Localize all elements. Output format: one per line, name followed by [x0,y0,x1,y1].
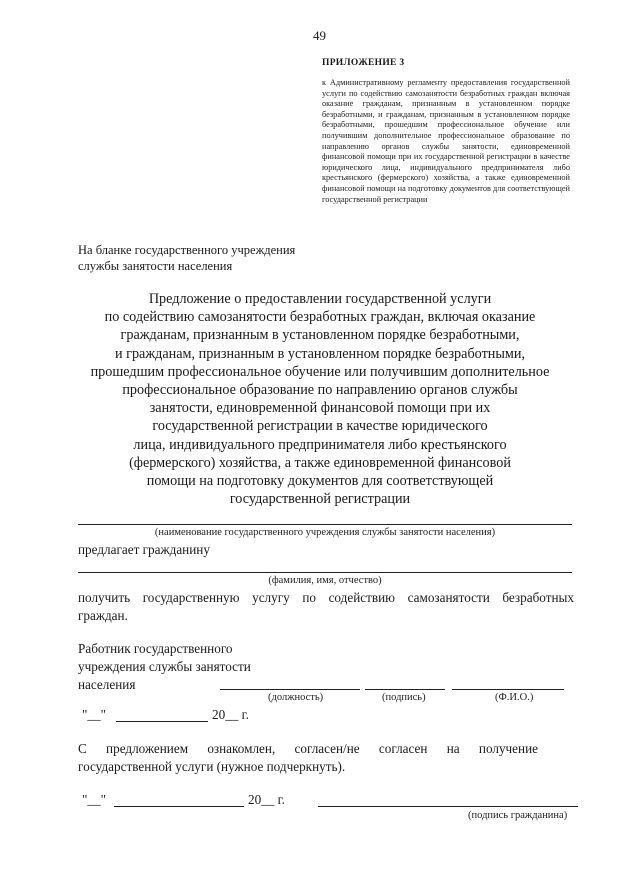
worker-line3: населения [78,677,136,692]
institution-name-line[interactable] [78,524,572,525]
title-line: (фермерского) хозяйства, а также единовременной финансовой [129,454,511,471]
title-line: лица, индивидуального предпринимателя либо крестьянского [133,436,507,453]
acquaint-line1: С предложением ознакомлен, согласен/не согласен на получение [78,741,538,756]
position-line[interactable] [220,689,360,690]
appendix-text: к Административному регламенту предоставления государственной услуги по содействию самозанятости безработных граждан включая оказание гражданам, признанным в установленном порядке безработными, и гражданам, признанным в установленном порядке безработными, прошедшим профессиональное обучение или получившим дополнительное профессиональное образование по направлению органов службы занятости, единовременной финансовой помощи при их государственной регистрации в качестве юридического лица, индивидуального предпринимателя либо крестьянского (фермерского) хозяйства, а также единовременной финансовой помощи на подготовку документов для соответствующей государственной регистрации [322,78,570,204]
date2-month-line[interactable] [114,806,244,807]
title-line: и гражданам, признанным в установленном порядке безработными, [114,345,526,362]
document-title [70,290,570,508]
date1-day: "__" [82,707,106,722]
title-line: профессиональное образование по направлению органов службы [122,382,518,399]
worker-line2: учреждения службы занятости [78,659,251,674]
signature-line[interactable] [365,689,445,690]
date1-month-line[interactable] [116,721,208,722]
title-line: занятости, единовременной финансовой помощи при их [149,400,491,417]
acquaint-line2: государственной услуги (нужное подчеркнуть). [78,759,346,774]
title-line: Предложение о предоставлении государственной услуги [148,291,492,307]
name-caption: (Ф.И.О.) [495,692,534,703]
worker-line1: Работник государственного [78,641,233,656]
title-line: гражданам, признанным в установленном порядке безработными, [120,327,520,344]
blank-header: На бланке государственного учреждения службы занятости населения [78,243,296,273]
citizen-signature-caption: (подпись гражданина) [468,810,568,821]
page-number: 49 [313,28,326,43]
date2-year: 20__ г. [248,792,285,807]
title-line: по содействию самозанятости безработных граждан, включая оказание [104,309,536,326]
title-line: прошедшим профессиональное обучение или получившим дополнительное [90,363,550,380]
date2-day: "__" [82,792,106,807]
title-line: государственной регистрации в качестве юридического [152,418,488,435]
fio-caption: (фамилия, имя, отчество) [268,575,382,586]
institution-caption: (наименование государственного учреждения службы занятости населения) [154,527,496,538]
citizen-signature-line[interactable] [318,806,578,807]
appendix-title: ПРИЛОЖЕНИЕ 3 [322,58,405,68]
signature-caption: (подпись) [382,692,426,703]
date1-year: 20__ г. [212,707,249,722]
title-line: помощи на подготовку документов для соответствующей [146,473,494,490]
position-caption: (должность) [268,692,324,703]
receive-service-line2: граждан. [78,608,128,623]
receive-service-line1: получить государственную услугу по содействию самозанятости безработных [78,590,574,605]
name-line[interactable] [452,689,564,690]
title-line: государственной регистрации [229,491,411,508]
fio-line[interactable] [78,572,572,573]
offers-citizen-text: предлагает гражданину [78,542,210,557]
